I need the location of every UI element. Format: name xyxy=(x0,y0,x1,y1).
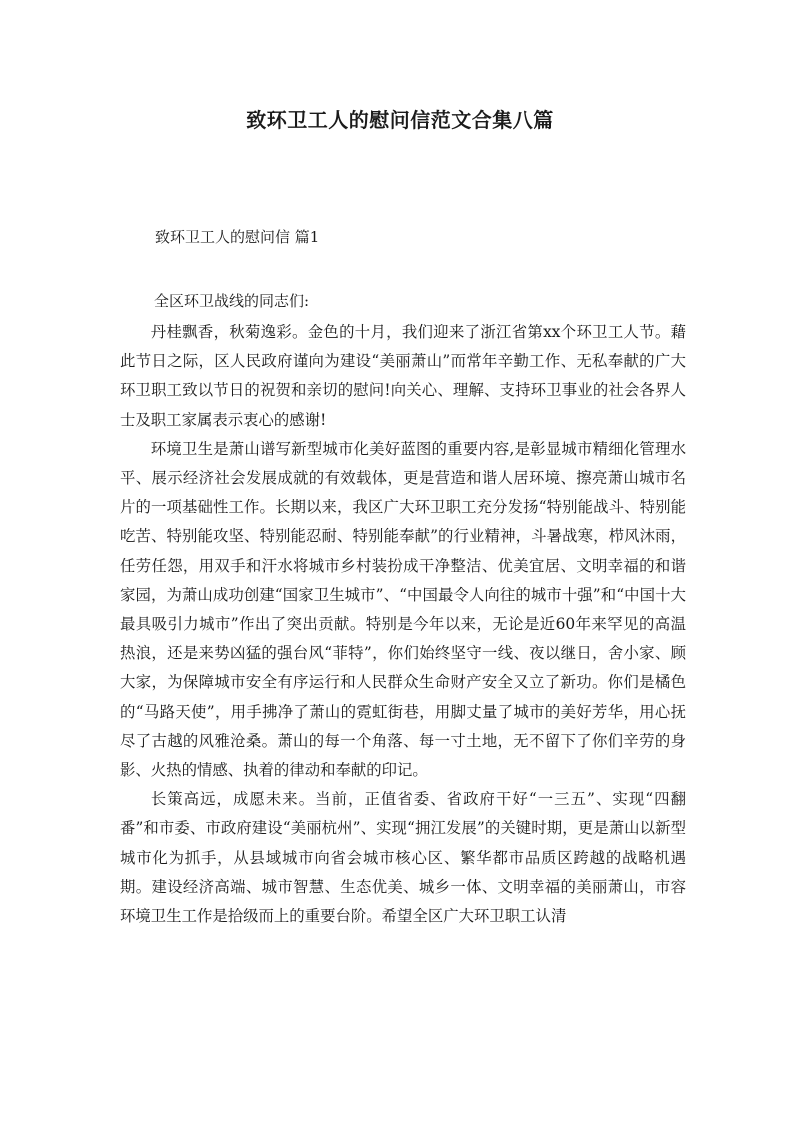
letter-greeting: 全区环卫战线的同志们: xyxy=(154,292,310,310)
section-heading: 致环卫工人的慰问信 篇1 xyxy=(155,228,320,246)
paragraph-2: 环境卫生是萧山谱写新型城市化美好蓝图的重要内容,是彰显城市精细化管理水平、展示经济社会发展成就的有效载体，更是营造和谐人居环境、擦亮萧山城市名片的一项基础性工作。长期以来，我区广大环卫职工充分发扬“特别能战斗、特别能吃苦、特别能攻坚、特别能忍耐、特别能奉献”的行业精神，斗暑战寒，栉风沐雨，任劳任怨，用双手和汗水将城市乡村装扮成干净整洁、优美宜居、文明幸福的和谐家园，为萧山成功创建“国家卫生城市”、“中国最令人向往的城市十强”和“中国十大最具吸引力城市”作出了突出贡献。特别是今年以来，无论是近60年来罕见的高温热浪，还是来势凶猛的强台风“菲特”，你们始终坚守一线、夜以继日，舍小家、顾大家，为保障城市安全有序运行和人民群众生命财产安全又立了新功。你们是橘色的“马路天使”，用手拂净了萧山的霓虹街巷，用脚丈量了城市的美好芳华，用心抚尽了古越的风雅沧桑。萧山的每一个角落、每一寸土地，无不留下了你们辛劳的身影、火热的情感、执着的律动和奉献的印记。 xyxy=(120,439,686,780)
letter-body xyxy=(120,318,686,931)
paragraph-1: 丹桂飘香，秋菊逸彩。金色的十月，我们迎来了浙江省第xx个环卫工人节。藉此节日之际，区人民政府谨向为建设“美丽萧山”而常年辛勤工作、无私奉献的广大环卫职工致以节日的祝贺和亲切的慰问!向关心、理解、支持环卫事业的社会各界人士及职工家属表示衷心的感谢! xyxy=(120,323,686,429)
document-title: 致环卫工人的慰问信范文合集八篇 xyxy=(246,108,554,132)
paragraph-3: 长策高远，成愿未来。当前，正值省委、省政府干好“一三五”、实现“四翻番”和市委、市政府建设“美丽杭州”、实现“拥江发展”的关键时期，更是萧山以新型城市化为抓手，从县域城市向省会城市核心区、繁华都市品质区跨越的战略机遇期。建设经济高端、城市智慧、生态优美、城乡一体、文明幸福的美丽萧山，市容环境卫生工作是拾级而上的重要台阶。希望全区广大环卫职工认清 xyxy=(120,790,686,926)
